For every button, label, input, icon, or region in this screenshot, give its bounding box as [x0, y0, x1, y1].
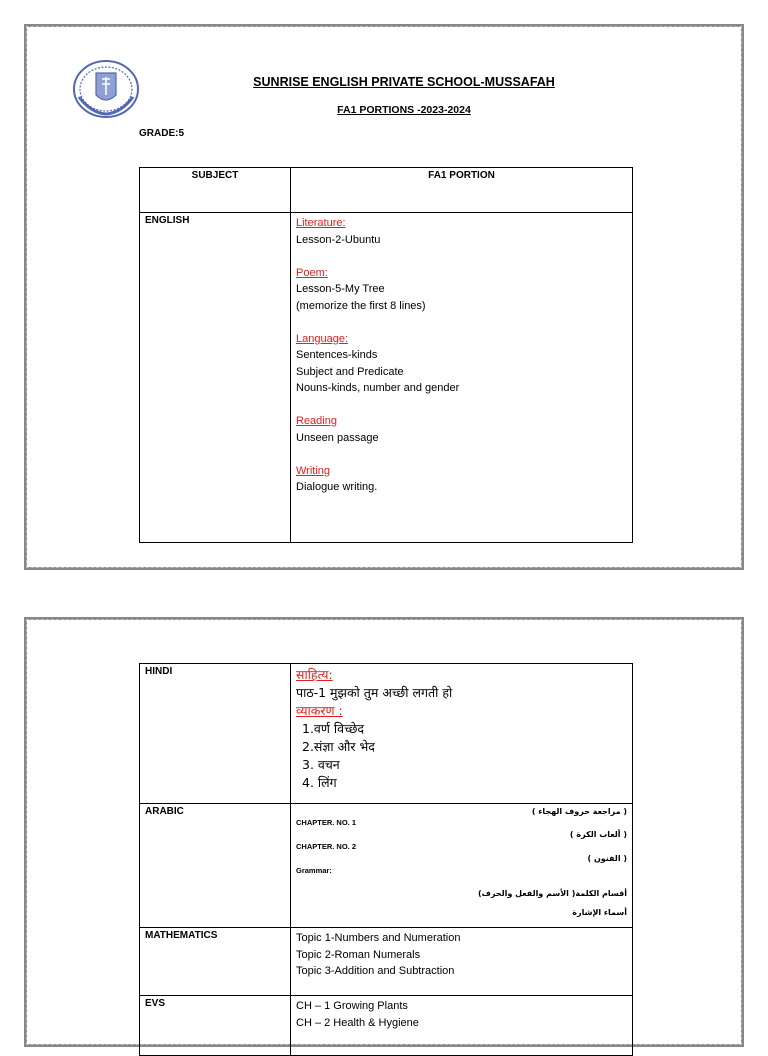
hindi-grammar-heading: व्याकरण : [296, 703, 343, 718]
subject-english: ENGLISH [140, 213, 291, 543]
exam-title: FA1 PORTIONS -2023-2024 [337, 104, 471, 116]
portion-table [139, 167, 633, 543]
subject-mathematics: MATHEMATICS [140, 928, 291, 996]
portion-column-header: FA1 PORTION [291, 168, 633, 213]
subject-evs: EVS [140, 996, 291, 1056]
evs-chapter: CH – 1 Growing Plants [296, 1000, 408, 1012]
table-header-row [140, 168, 633, 213]
table-row [140, 664, 633, 804]
language-item: Sentences-kinds [296, 349, 378, 361]
arabic-line: أسماء الإشارة [572, 908, 627, 917]
arabic-grammar-label: Grammar: [296, 866, 332, 875]
poem-lesson: Lesson-5-My Tree [296, 283, 385, 295]
math-topic: Topic 1-Numbers and Numeration [296, 932, 461, 944]
evs-chapter: CH – 2 Health & Hygiene [296, 1016, 419, 1029]
table-row [140, 213, 633, 543]
subject-column-header: SUBJECT [140, 168, 291, 213]
reading-heading: Reading [296, 415, 337, 427]
arabic-portion-cell [291, 804, 633, 928]
arabic-line: أقسام الكلمة( الأسم والفعل والحرف) [477, 889, 627, 898]
math-topic: Topic 3-Addition and Subtraction [296, 965, 455, 977]
poem-note: (memorize the first 8 lines) [296, 299, 426, 312]
writing-item: Dialogue writing. [296, 481, 378, 493]
document-page-2 [24, 617, 744, 1047]
hindi-grammar-item: 4. लिंग [302, 775, 337, 790]
table-row [140, 996, 633, 1056]
language-heading: Language: [296, 332, 348, 345]
literature-heading: Literature: [296, 217, 346, 229]
reading-item: Unseen passage [296, 431, 379, 444]
arabic-line: ( الفنون ) [587, 854, 627, 863]
subject-hindi: HINDI [140, 664, 291, 804]
arabic-line: ( ألعاب الكرة ) [569, 830, 627, 839]
hindi-grammar-item: 2.संज्ञा और भेद [302, 739, 375, 754]
school-name: SUNRISE ENGLISH PRIVATE SCHOOL-MUSSAFAH [253, 75, 555, 89]
document-page-1 [24, 24, 744, 570]
portion-table-continued [139, 663, 633, 1056]
table-row [140, 804, 633, 928]
english-portion-cell [291, 213, 633, 543]
literature-lesson: Lesson-2-Ubuntu [296, 233, 381, 246]
language-item: Nouns-kinds, number and gender [296, 382, 460, 394]
hindi-grammar-item: 1.वर्ण विच्छेद [302, 721, 365, 736]
language-item: Subject and Predicate [296, 365, 404, 378]
math-topic: Topic 2-Roman Numerals [296, 948, 421, 961]
subject-arabic: ARABIC [140, 804, 291, 928]
table-row [140, 928, 633, 996]
grade-label: GRADE:5 [139, 128, 185, 139]
mathematics-portion-cell [291, 928, 633, 996]
arabic-chapter-2: CHAPTER. NO. 2 [296, 842, 357, 851]
hindi-literature-lesson: पाठ-1 मुझको तुम अच्छी लगती हो [296, 685, 453, 700]
poem-heading: Poem: [296, 266, 328, 279]
hindi-portion-cell [291, 664, 633, 804]
hindi-literature-heading: साहित्य: [296, 667, 333, 682]
hindi-grammar-item: 3. वचन [302, 757, 340, 772]
evs-portion-cell [291, 996, 633, 1056]
writing-heading: Writing [296, 464, 331, 477]
arabic-line: ( مراجعة حروف الهجاء ) [531, 807, 627, 816]
arabic-chapter-1: CHAPTER. NO. 1 [296, 818, 357, 827]
